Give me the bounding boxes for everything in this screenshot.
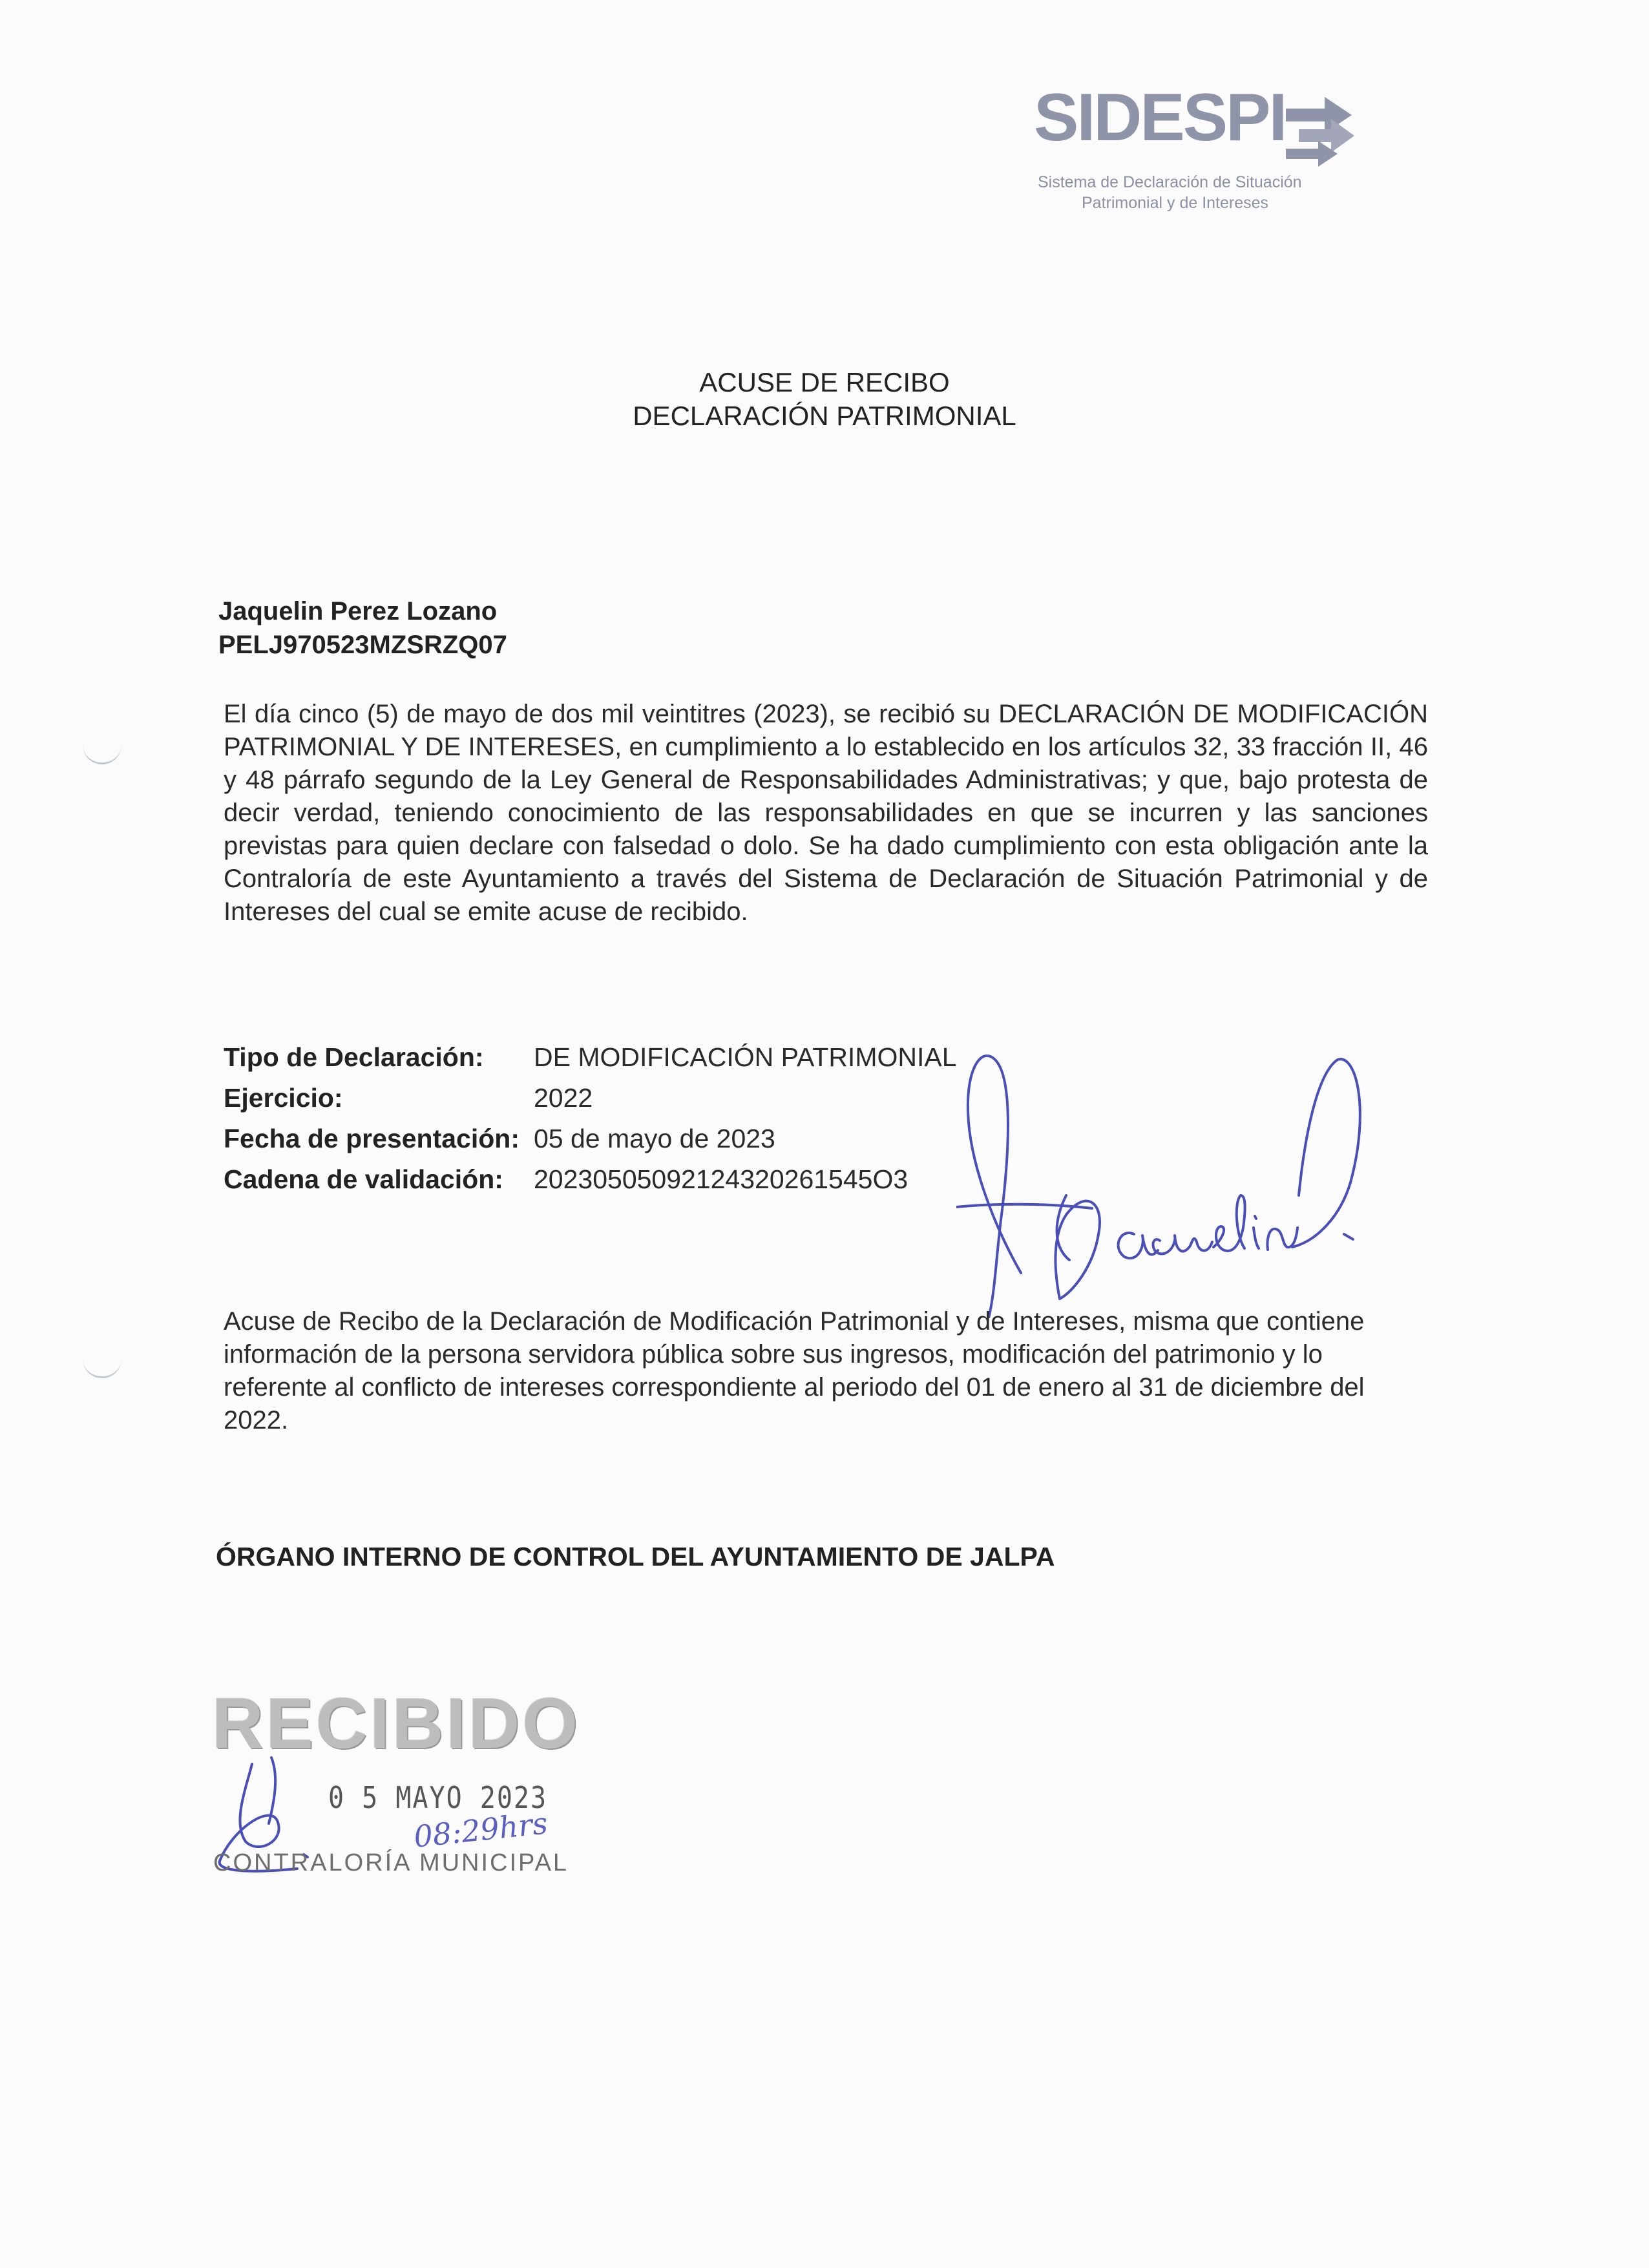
sidespi-logo — [1034, 80, 1370, 220]
detail-value: 2022 — [534, 1083, 593, 1113]
handwritten-signature — [956, 1034, 1422, 1318]
declaration-details — [224, 1037, 957, 1200]
detail-value: 20230505092124320261545O3 — [534, 1164, 909, 1194]
detail-row — [224, 1037, 957, 1078]
punch-hole — [83, 1350, 121, 1378]
detail-label: Cadena de validación: — [224, 1164, 503, 1194]
detail-value: DE MODIFICACIÓN PATRIMONIAL — [534, 1042, 957, 1072]
declarant-rfc: PELJ970523MZSRZQ07 — [218, 631, 507, 659]
declarant-block — [218, 594, 507, 662]
document-subtitle: DECLARACIÓN PATRIMONIAL — [633, 401, 1016, 431]
summary-paragraph: Acuse de Recibo de la Declaración de Modificación Patrimonial y de Intereses, misma que contiene información de la persona servidora pública sobre sus ingresos, modificación del patrimonio y lo referente al conflicto de intereses correspondiente al periodo del 01 de enero al 31 de diciembre del 2022. — [224, 1307, 1365, 1434]
detail-value: 05 de mayo de 2023 — [534, 1124, 775, 1153]
receipt-paragraph: El día cinco (5) de mayo de dos mil veintitres (2023), se recibió su DECLARACIÓN DE MODIFICACIÓN PATRIMONIAL Y DE INTERESES, en cumplimiento a lo establecido en los artículos 32, 33 fracción II, 46 y 48 párrafo segundo de la Ley General de Responsabilidades Administrativas; y que, bajo protesta de decir verdad, teniendo conocimiento de las responsabilidades en que se incurren y las sanciones previstas para quien declare con falsedad o dolo. Se ha dado cumplimiento con esta obligación ante la Contraloría de este Ayuntamiento a través del Sistema de Declaración de Situación Patrimonial y de Intereses del cual se emite acuse de recibido. — [224, 700, 1428, 926]
stamp-department: CONTRALORÍA MUNICIPAL — [213, 1849, 569, 1876]
document-title: ACUSE DE RECIBO — [699, 367, 950, 397]
detail-label: Ejercicio: — [224, 1083, 343, 1113]
detail-row — [224, 1159, 957, 1200]
logo-arrows-icon — [1279, 89, 1357, 167]
logo-brand: SIDESPI — [1034, 80, 1286, 155]
detail-label: Tipo de Declaración: — [224, 1042, 484, 1072]
stamp-title: RECIBIDO — [212, 1684, 580, 1763]
detail-label: Fecha de presentación: — [224, 1124, 520, 1153]
stamp-time: 08:29hrs — [412, 1805, 550, 1854]
stamp-date: 0 5 MAYO 2023 — [328, 1781, 548, 1816]
detail-row — [224, 1118, 957, 1159]
punch-hole — [83, 737, 121, 764]
logo-subtitle-line1: Sistema de Declaración de Situación — [1038, 173, 1302, 191]
declarant-name: Jaquelin Perez Lozano — [218, 597, 498, 625]
received-stamp — [207, 1680, 594, 1893]
issuing-organ: ÓRGANO INTERNO DE CONTROL DEL AYUNTAMIENTO DE JALPA — [216, 1542, 1055, 1571]
detail-row — [224, 1078, 957, 1118]
logo-subtitle-line2: Patrimonial y de Intereses — [1082, 194, 1269, 212]
